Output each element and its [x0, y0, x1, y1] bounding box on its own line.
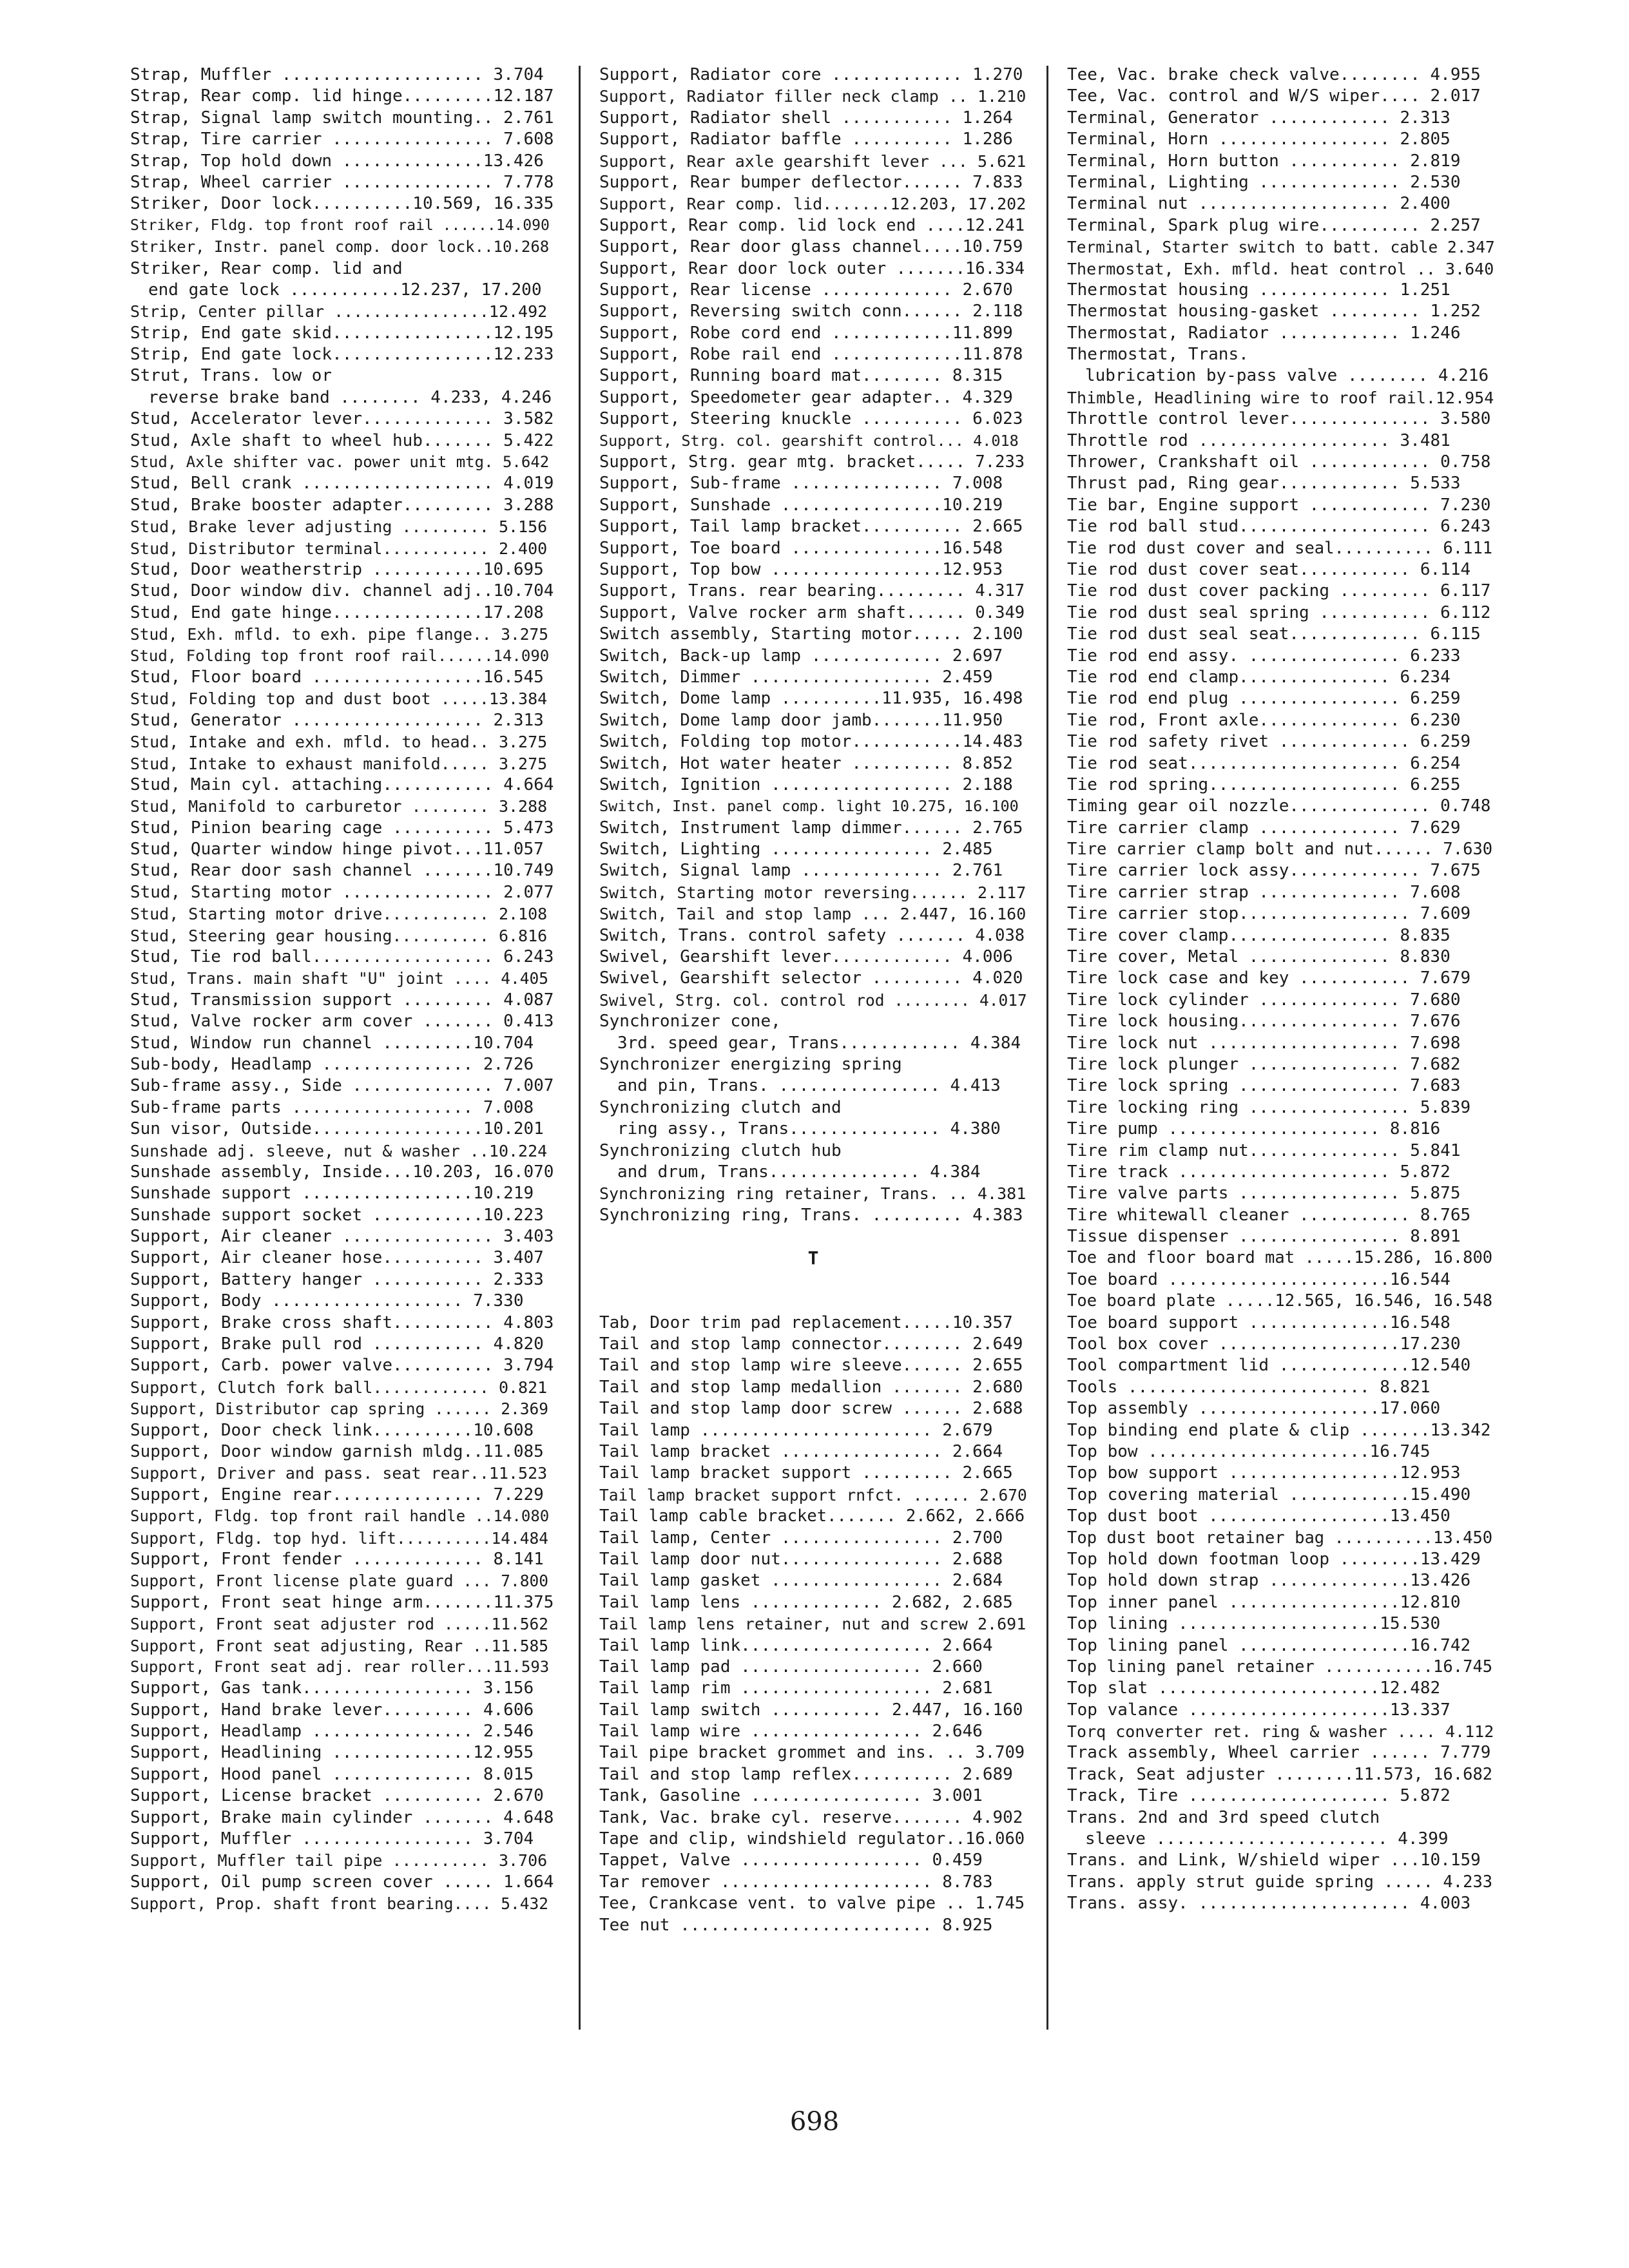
index-entry: Swivel, Strg. col. control rod ........ 4.017: [599, 990, 1027, 1010]
index-entry: Tail lamp wire ................. 2.646: [599, 1722, 983, 1742]
index-entry: Tire valve parts ................ 5.875: [1067, 1184, 1461, 1204]
index-entry: Synchronizing clutch and: [599, 1097, 842, 1117]
index-entry: Top slat ......................12.482: [1067, 1678, 1441, 1698]
index-entry: Support, Radiator filler neck clamp .. 1.210: [599, 87, 1027, 106]
index-entry: Tie rod dust cover packing ......... 6.117: [1067, 581, 1491, 601]
index-entry: Sunshade support .................10.219: [130, 1184, 534, 1204]
index-entry: Toe and floor board mat .....15.286, 16.800: [1067, 1248, 1493, 1268]
index-entry: Tail and stop lamp connector........ 2.649: [599, 1334, 1023, 1354]
index-entry: Top binding end plate & clip .......13.342: [1067, 1420, 1491, 1440]
index-entry: Tail lamp lens ............. 2.682, 2.685: [599, 1592, 1013, 1612]
index-entry: Toe board plate .....12.565, 16.546, 16.548: [1067, 1291, 1493, 1311]
index-entry: Throttle control lever.............. 3.580: [1067, 409, 1491, 429]
index-entry: Tail lamp rim ................... 2.681: [599, 1678, 993, 1698]
index-entry: Support, Carb. power valve.......... 3.794: [130, 1356, 554, 1376]
index-entry: Support, Front license plate guard ... 7.800: [130, 1571, 549, 1591]
index-entry: Stud, Brake lever adjusting ......... 5.156: [130, 517, 548, 537]
index-entry: Support, Rear door glass channel....10.759: [599, 237, 1023, 257]
index-entry: Top dust boot ..................13.450: [1067, 1506, 1451, 1526]
index-entry: Striker, Fldg. top front roof rail ......14.090: [130, 216, 550, 234]
index-entry: Tire carrier clamp bolt and nut...... 7.630: [1067, 840, 1493, 860]
index-entry: Tail and stop lamp medallion ....... 2.680: [599, 1377, 1023, 1397]
index-entry: Stud, Floor board .................16.545: [130, 667, 544, 687]
index-entry: Top assembly ..................17.060: [1067, 1399, 1441, 1419]
index-entry: Sunshade assembly, Inside...10.203, 16.070: [130, 1162, 554, 1182]
index-entry: Tool compartment lid .............12.540: [1067, 1356, 1471, 1376]
index-entry: Support, Valve rocker arm shaft...... 0.349: [599, 602, 1025, 622]
index-entry: Swivel, Gearshift lever............ 4.006: [599, 947, 1013, 967]
index-entry: Track, Tire .................... 5.872: [1067, 1786, 1451, 1806]
index-entry: Stud, Bell crank ................... 4.019: [130, 474, 554, 494]
index-entry: Tail lamp bracket support rnfct. ...... 2.670: [599, 1485, 1027, 1504]
index-entry: Support, Front seat adjuster rod .....11.562: [130, 1615, 549, 1634]
index-entry: Support, Muffler ................. 3.704: [130, 1829, 534, 1849]
index-entry: Support, Hand brake lever......... 4.606: [130, 1700, 534, 1720]
index-entry: Terminal, Starter switch to batt. cable 2.347: [1067, 238, 1495, 257]
index-entry: Tie bar, Engine support ............ 7.230: [1067, 495, 1491, 515]
index-entry-continuation: 3rd. speed gear, Trans............ 4.384: [617, 1033, 1021, 1053]
index-entry: Switch, Tail and stop lamp ... 2.447, 16.160: [599, 905, 1027, 924]
index-entry: Stud, Rear door sash channel .......10.749: [130, 861, 554, 881]
index-entry: Top lining ....................15.530: [1067, 1614, 1441, 1634]
index-entry: Stud, Transmission support ......... 4.087: [130, 990, 554, 1010]
index-entry: Tire cover clamp................ 8.835: [1067, 925, 1451, 945]
index-entry: Stud, Exh. mfld. to exh. pipe flange.. 3.275: [130, 625, 549, 644]
index-entry: Support, Speedometer gear adapter.. 4.329: [599, 387, 1013, 407]
index-entry: Trans. and Link, W/shield wiper ...10.159: [1067, 1850, 1481, 1870]
index-entry: Support, Engine rear............... 7.229: [130, 1485, 544, 1504]
index-entry-continuation: and drum, Trans............... 4.384: [617, 1162, 981, 1182]
index-entry: Thermostat housing-gasket ......... 1.252: [1067, 302, 1481, 322]
index-entry: Tail and stop lamp wire sleeve...... 2.655: [599, 1356, 1023, 1376]
index-entry: Support, Battery hanger ........... 2.333: [130, 1269, 544, 1289]
index-entry: Tire lock plunger ............... 7.682: [1067, 1054, 1461, 1074]
index-entry: Switch, Dimmer .................. 2.459: [599, 667, 993, 687]
page-number: 698: [789, 2107, 840, 2137]
index-entry: Strip, End gate skid................12.195: [130, 323, 554, 343]
index-entry: Tail lamp cable bracket....... 2.662, 2.666: [599, 1506, 1025, 1526]
index-entry: Track, Seat adjuster ........11.573, 16.682: [1067, 1764, 1493, 1784]
index-entry: Stud, Window run channel .........10.704: [130, 1033, 534, 1053]
section-heading: T: [807, 1247, 819, 1269]
index-entry: Support, Sunshade ................10.219: [599, 495, 1003, 515]
index-column-3: [1067, 64, 1499, 1915]
index-entry: Support, Radiator core ............. 1.270: [599, 65, 1023, 84]
column-rule-right: [1046, 66, 1048, 2030]
index-entry: Support, Rear axle gearshift lever ... 5.621: [599, 151, 1027, 171]
index-entry: Switch, Trans. control safety ....... 4.038: [599, 925, 1025, 945]
index-entry: Support, Rear door lock outer .......16.334: [599, 258, 1025, 278]
index-entry: Support, Clutch fork ball............ 0.821: [130, 1378, 548, 1397]
index-entry: Throttle rod ................... 3.481: [1067, 430, 1451, 450]
index-entry: Terminal nut ................... 2.400: [1067, 194, 1451, 214]
index-entry: Swivel, Gearshift selector ......... 4.020: [599, 968, 1023, 988]
index-entry: Switch, Folding top motor...........14.483: [599, 732, 1023, 752]
index-entry: Synchronizing ring, Trans. ......... 4.383: [599, 1205, 1023, 1225]
index-entry: Support, Door check link..........10.608: [130, 1420, 534, 1440]
index-entry: Track assembly, Wheel carrier ...... 7.779: [1067, 1743, 1491, 1763]
index-entry: Tie rod safety rivet ............. 6.259: [1067, 732, 1471, 752]
index-entry: Support, Muffler tail pipe .......... 3.706: [130, 1851, 548, 1870]
index-entry: Stud, Folding top front roof rail......14.090: [130, 646, 550, 665]
index-entry: Tools ........................ 8.821: [1067, 1377, 1431, 1397]
index-entry-continuation: sleeve ....................... 4.399: [1085, 1829, 1449, 1849]
index-entry: Tire lock case and key ........... 7.679: [1067, 968, 1471, 988]
index-entry: Tee, Crankcase vent. to valve pipe .. 1.745: [599, 1894, 1025, 1914]
index-entry: Tee, Vac. control and W/S wiper.... 2.017: [1067, 86, 1481, 106]
index-entry: Tank, Vac. brake cyl. reserve....... 4.902: [599, 1807, 1023, 1827]
index-entry: Tire lock spring ................ 7.683: [1067, 1076, 1461, 1096]
index-entry: Tire lock housing................ 7.676: [1067, 1012, 1461, 1032]
index-entry-continuation: reverse brake band ........ 4.233, 4.246: [148, 387, 552, 407]
index-entry: Synchronizer energizing spring: [599, 1054, 902, 1074]
index-entry: Switch, Hot water heater .......... 8.852: [599, 753, 1013, 773]
index-entry: Stud, Trans. main shaft "U" joint .... 4.405: [130, 969, 549, 988]
index-entry: Top valance ....................13.337: [1067, 1700, 1451, 1720]
index-entry: Support, Air cleaner hose.......... 3.407: [130, 1248, 544, 1268]
index-entry: Stud, Pinion bearing cage .......... 5.473: [130, 818, 554, 838]
index-entry: Tie rod, Front axle.............. 6.230: [1067, 710, 1461, 730]
index-entry: Tire carrier stop................. 7.609: [1067, 904, 1471, 924]
index-entry: Terminal, Horn button ........... 2.819: [1067, 151, 1461, 171]
index-entry: Support, Front seat hinge arm.......11.375: [130, 1592, 554, 1612]
index-entry: Switch, Starting motor reversing...... 2.117: [599, 883, 1027, 902]
index-entry: Switch, Dome lamp ..........11.935, 16.498: [599, 689, 1023, 709]
index-entry: Strap, Tire carrier ................ 7.608: [130, 130, 554, 149]
index-entry: Tire locking ring ................ 5.839: [1067, 1097, 1471, 1117]
index-entry: Thermostat, Trans.: [1067, 345, 1249, 365]
index-entry: Top hold down footman loop ........13.429: [1067, 1549, 1481, 1569]
index-entry: Support, Body ................... 7.330: [130, 1291, 524, 1311]
index-entry: Thimble, Headlining wire to roof rail.12.954: [1067, 388, 1494, 407]
index-entry: Tail lamp gasket ................. 2.684: [599, 1571, 1003, 1591]
index-entry: Tie rod dust cover and seal.......... 6.111: [1067, 538, 1493, 558]
index-entry: Thermostat, Radiator ............ 1.246: [1067, 323, 1461, 343]
index-entry: Support, Oil pump screen cover ..... 1.664: [130, 1872, 554, 1892]
index-entry: Top dust boot retainer bag ..........13.450: [1067, 1528, 1493, 1548]
index-entry: Tee nut ......................... 8.925: [599, 1915, 993, 1935]
index-entry: Terminal, Spark plug wire.......... 2.257: [1067, 215, 1481, 235]
index-entry: Support, Radiator baffle .......... 1.286: [599, 130, 1013, 149]
index-entry: Stud, Folding top and dust boot .....13.384: [130, 689, 548, 709]
index-entry: Sub-body, Headlamp ............... 2.726: [130, 1054, 534, 1074]
index-entry-continuation: and pin, Trans. ................ 4.413: [617, 1076, 1001, 1096]
index-entry: Tape and clip, windshield regulator..16.060: [599, 1829, 1025, 1849]
index-entry: Tie rod dust seal spring ........... 6.112: [1067, 602, 1491, 622]
index-entry: Thrust pad, Ring gear............ 5.533: [1067, 474, 1461, 494]
index-entry: Tail lamp lens retainer, nut and screw 2.691: [599, 1615, 1027, 1634]
index-entry: Tie rod spring................... 6.255: [1067, 774, 1461, 794]
index-entry: Sunshade support socket ...........10.223: [130, 1205, 544, 1225]
index-entry: Tie rod end clamp............... 6.234: [1067, 667, 1451, 687]
section-spacer: [599, 1226, 1027, 1247]
index-entry: Tail and stop lamp door screw ...... 2.688: [599, 1399, 1023, 1419]
index-entry: Strap, Signal lamp switch mounting.. 2.761: [130, 108, 554, 128]
index-entry: Switch, Lighting ................ 2.485: [599, 840, 993, 860]
index-entry: Top bow ......................16.745: [1067, 1442, 1431, 1461]
index-entry: Thermostat, Exh. mfld. heat control .. 3.640: [1067, 259, 1494, 278]
index-entry: Support, Toe board ...............16.548: [599, 538, 1003, 558]
index-entry-continuation: ring assy., Trans............... 4.380: [617, 1119, 1001, 1139]
index-entry: Stud, Steering gear housing.......... 6.816: [130, 926, 548, 945]
index-entry: Terminal, Horn ................. 2.805: [1067, 130, 1451, 149]
index-entry: Support, Steering knuckle .......... 6.023: [599, 409, 1023, 429]
index-entry: Top hold down strap ..............13.426: [1067, 1571, 1471, 1591]
index-entry: Stud, Intake and exh. mfld. to head.. 3.275: [130, 733, 548, 752]
index-entry: Torq converter ret. ring & washer .... 4.112: [1067, 1722, 1494, 1742]
index-entry: Support, Prop. shaft front bearing.... 5.432: [130, 1894, 549, 1914]
index-entry-continuation: lubrication by-pass valve ........ 4.216: [1085, 366, 1489, 386]
index-entry: Switch, Dome lamp door jamb.......11.950: [599, 710, 1003, 730]
index-entry: Switch, Instrument lamp dimmer...... 2.765: [599, 818, 1023, 838]
index-column-2: [599, 64, 1027, 1936]
index-entry: Tail lamp pad .................. 2.660: [599, 1657, 983, 1677]
index-entry: Switch, Signal lamp .............. 2.761: [599, 861, 1003, 881]
index-entry: Synchronizing clutch hub: [599, 1140, 842, 1160]
index-entry: Switch, Ignition .................. 2.188: [599, 774, 1013, 794]
index-entry: Tank, Gasoline ................. 3.001: [599, 1786, 983, 1806]
index-entry: Switch, Inst. panel comp. light 10.275, 16.100: [599, 797, 1019, 816]
index-entry: Toe board support ..............16.548: [1067, 1312, 1451, 1332]
index-entry: Timing gear oil nozzle.............. 0.748: [1067, 796, 1491, 816]
index-entry: Stud, Starting motor ............... 2.077: [130, 882, 554, 902]
index-column-1: [130, 64, 554, 1915]
index-entry: Tie rod dust seal seat............. 6.115: [1067, 624, 1481, 644]
index-entry: Tie rod seat..................... 6.254: [1067, 753, 1461, 773]
index-entry: Support, Radiator shell ........... 1.264: [599, 108, 1013, 128]
index-entry: Tie rod ball stud................... 6.243: [1067, 517, 1491, 537]
index-entry: Stud, Manifold to carburetor ........ 3.288: [130, 797, 548, 816]
index-entry: Stud, Starting motor drive........... 2.108: [130, 905, 548, 924]
index-entry: Tab, Door trim pad replacement.....10.357: [599, 1312, 1013, 1332]
index-entry: Support, Robe rail end .............11.878: [599, 345, 1023, 365]
index-entry: Tail lamp switch ........... 2.447, 16.160: [599, 1700, 1023, 1720]
index-entry: Tire whitewall cleaner ........... 8.765: [1067, 1205, 1471, 1225]
index-entry: Support, Top bow .................12.953: [599, 559, 1003, 579]
index-entry: Support, Tail lamp bracket.......... 2.665: [599, 517, 1023, 537]
index-entry: Stud, Brake booster adapter......... 3.288: [130, 495, 554, 515]
index-entry: Strip, End gate lock................12.233: [130, 345, 554, 365]
index-entry: Tire rim clamp nut............... 5.841: [1067, 1140, 1461, 1160]
index-entry: Support, Reversing switch conn...... 2.118: [599, 302, 1023, 322]
index-entry: Support, Brake cross shaft.......... 4.803: [130, 1312, 554, 1332]
index-entry: Support, Rear comp. lid.......12.203, 17.202: [599, 195, 1027, 214]
index-entry: Tie rod dust cover seat........... 6.114: [1067, 559, 1471, 579]
index-entry: Tail lamp, Center ................ 2.700: [599, 1528, 1003, 1548]
index-entry: Trans. apply strut guide spring ..... 4.233: [1067, 1872, 1493, 1892]
index-entry: Tire lock nut ................... 7.698: [1067, 1033, 1461, 1053]
index-entry: Support, Front fender ............. 8.141: [130, 1549, 544, 1569]
index-entry: Terminal, Generator ............ 2.313: [1067, 108, 1451, 128]
index-entry: Sub-frame assy., Side .............. 7.007: [130, 1076, 554, 1096]
index-entry: Stud, Tie rod ball.................. 6.243: [130, 947, 554, 967]
index-entry: Striker, Rear comp. lid and: [130, 258, 403, 278]
index-entry: Switch assembly, Starting motor..... 2.100: [599, 624, 1023, 644]
index-entry: Support, Headlamp ................ 2.546: [130, 1722, 534, 1742]
index-entry: Tool box cover ..................17.230: [1067, 1334, 1461, 1354]
index-entry: Tail lamp link................... 2.664: [599, 1635, 993, 1655]
index-entry: Tail lamp bracket ................ 2.664: [599, 1442, 1003, 1462]
index-entry: Tail lamp bracket support ......... 2.665: [599, 1463, 1013, 1483]
index-entry: Tissue dispenser ................ 8.891: [1067, 1227, 1461, 1247]
index-entry: Strap, Wheel carrier ............... 7.778: [130, 172, 554, 192]
index-entry: Strap, Muffler .................... 3.704: [130, 65, 544, 84]
index-entry: Support, Fldg. top front rail handle ..14.080: [130, 1507, 550, 1526]
index-entry: Tire carrier clamp .............. 7.629: [1067, 818, 1461, 838]
index-entry: Strap, Top hold down ..............13.426: [130, 151, 544, 171]
index-entry: Top bow support .................12.953: [1067, 1463, 1461, 1483]
index-entry: Switch, Back-up lamp ............. 2.697: [599, 646, 1003, 666]
index-entry: Tar remover ..................... 8.783: [599, 1872, 993, 1892]
index-entry: Support, Rear license ............. 2.670: [599, 280, 1013, 300]
index-entry: Thrower, Crankshaft oil ............ 0.758: [1067, 452, 1491, 472]
index-entry: Top covering material ............15.490: [1067, 1485, 1471, 1504]
index-entry: Support, Door window garnish mldg..11.085: [130, 1442, 544, 1461]
index-entry: Support, Running board mat........ 8.315: [599, 366, 1003, 386]
index-entry: Tail pipe bracket grommet and ins. .. 3.709: [599, 1743, 1025, 1763]
index-entry: Support, Driver and pass. seat rear..11.523: [130, 1464, 548, 1483]
index-entry: Synchronizer cone,: [599, 1012, 781, 1032]
index-entry: Support, Front seat adj. rear roller...11.593: [130, 1657, 550, 1676]
index-entry: Support, Front seat adjusting, Rear ..11.585: [130, 1636, 549, 1655]
index-entry: Tire carrier lock assy............. 7.675: [1067, 861, 1481, 881]
index-entry-continuation: end gate lock ...........12.237, 17.200: [148, 280, 542, 300]
index-entry: Strap, Rear comp. lid hinge.........12.187: [130, 86, 554, 106]
index-entry: Tail and stop lamp reflex.......... 2.689: [599, 1764, 1013, 1784]
index-entry: Support, Fldg. top hyd. lift..........14.484: [130, 1528, 549, 1548]
index-entry: Striker, Instr. panel comp. door lock..10.268: [130, 238, 550, 256]
section-spacer: [599, 1269, 1027, 1312]
index-entry: Support, Brake pull rod ........... 4.820: [130, 1334, 544, 1354]
index-entry: Stud, Axle shaft to wheel hub....... 5.422: [130, 430, 554, 450]
index-entry: Stud, Generator ................... 2.313: [130, 710, 544, 730]
index-entry: Support, License bracket .......... 2.670: [130, 1786, 544, 1806]
index-entry: Support, Air cleaner ............... 3.403: [130, 1227, 554, 1247]
index-entry: Top inner panel .................12.810: [1067, 1592, 1461, 1612]
index-entry: Top lining panel .................16.742: [1067, 1635, 1471, 1655]
index-entry: Tappet, Valve .................. 0.459: [599, 1850, 983, 1870]
index-entry: Support, Rear bumper deflector...... 7.833: [599, 172, 1023, 192]
index-entry: Support, Robe cord end ............11.899: [599, 323, 1013, 343]
index-entry: Toe board ......................16.544: [1067, 1269, 1451, 1289]
index-entry: Tire pump ..................... 8.816: [1067, 1119, 1441, 1139]
index-entry: Tail lamp door nut................ 2.688: [599, 1549, 1003, 1569]
index-entry: Stud, Valve rocker arm cover ....... 0.413: [130, 1012, 554, 1032]
index-entry: Sub-frame parts .................. 7.008: [130, 1097, 534, 1117]
index-entry: Support, Gas tank................. 3.156: [130, 1678, 534, 1698]
index-entry: Support, Rear comp. lid lock end ....12.241: [599, 215, 1025, 235]
index-entry: Stud, Accelerator lever............. 3.582: [130, 409, 554, 429]
index-entry: Striker, Door lock..........10.569, 16.335: [130, 194, 554, 214]
index-entry: Stud, Axle shifter vac. power unit mtg. 5.642: [130, 453, 550, 472]
index-entry: Sun visor, Outside.................10.201: [130, 1119, 544, 1139]
index-entry: Tie rod end assy. ............... 6.233: [1067, 646, 1461, 666]
index-entry: Stud, Door window div. channel adj..10.704: [130, 581, 554, 601]
index-entry: Tire track ..................... 5.872: [1067, 1162, 1451, 1182]
index-entry: Tire lock cylinder .............. 7.680: [1067, 990, 1461, 1010]
index-entry: Stud, Quarter window hinge pivot...11.057: [130, 840, 544, 860]
index-entry: Top lining panel retainer ...........16.745: [1067, 1657, 1493, 1677]
index-entry: Sunshade adj. sleeve, nut & washer ..10.224: [130, 1141, 548, 1160]
index-entry: Stud, Door weatherstrip ...........10.695: [130, 559, 544, 579]
index-entry: Stud, Intake to exhaust manifold..... 3.275: [130, 754, 548, 773]
index-entry: Support, Trans. rear bearing......... 4.317: [599, 581, 1025, 601]
index-entry: Support, Brake main cylinder ....... 4.648: [130, 1807, 554, 1827]
column-rule-left: [579, 66, 581, 2030]
index-entry: Thermostat housing ............. 1.251: [1067, 280, 1451, 300]
index-entry: Synchronizing ring retainer, Trans. .. 4.381: [599, 1184, 1027, 1204]
index-entry: Support, Headlining ..............12.955: [130, 1743, 534, 1763]
index-entry: Support, Strg. gear mtg. bracket..... 7.233: [599, 452, 1025, 472]
index-entry: Tire carrier strap .............. 7.608: [1067, 882, 1461, 902]
index-entry: Stud, End gate hinge...............17.208: [130, 602, 544, 622]
index-entry: Strip, Center pillar ................12.492: [130, 302, 548, 322]
index-entry: Support, Strg. col. gearshift control... 4.018: [599, 431, 1019, 450]
index-entry: Terminal, Lighting .............. 2.530: [1067, 172, 1461, 192]
index-entry: Trans. 2nd and 3rd speed clutch: [1067, 1807, 1380, 1827]
index-entry: Strut, Trans. low or: [130, 366, 333, 386]
index-entry: Stud, Distributor terminal........... 2.400: [130, 539, 548, 558]
index-entry: Tie rod end plug ................ 6.259: [1067, 689, 1461, 709]
index-entry: Support, Distributor cap spring ...... 2.369: [130, 1399, 549, 1419]
index-entry: Stud, Main cyl. attaching........... 4.664: [130, 774, 554, 794]
index-entry: Tire cover, Metal .............. 8.830: [1067, 947, 1451, 967]
index-entry: Tail lamp ....................... 2.679: [599, 1420, 993, 1440]
index-entry: Support, Hood panel .............. 8.015: [130, 1764, 534, 1784]
index-entry: Support, Sub-frame ............... 7.008: [599, 474, 1003, 494]
index-entry: Tee, Vac. brake check valve........ 4.955: [1067, 65, 1481, 84]
index-entry: Trans. assy. ..................... 4.003: [1067, 1894, 1471, 1914]
